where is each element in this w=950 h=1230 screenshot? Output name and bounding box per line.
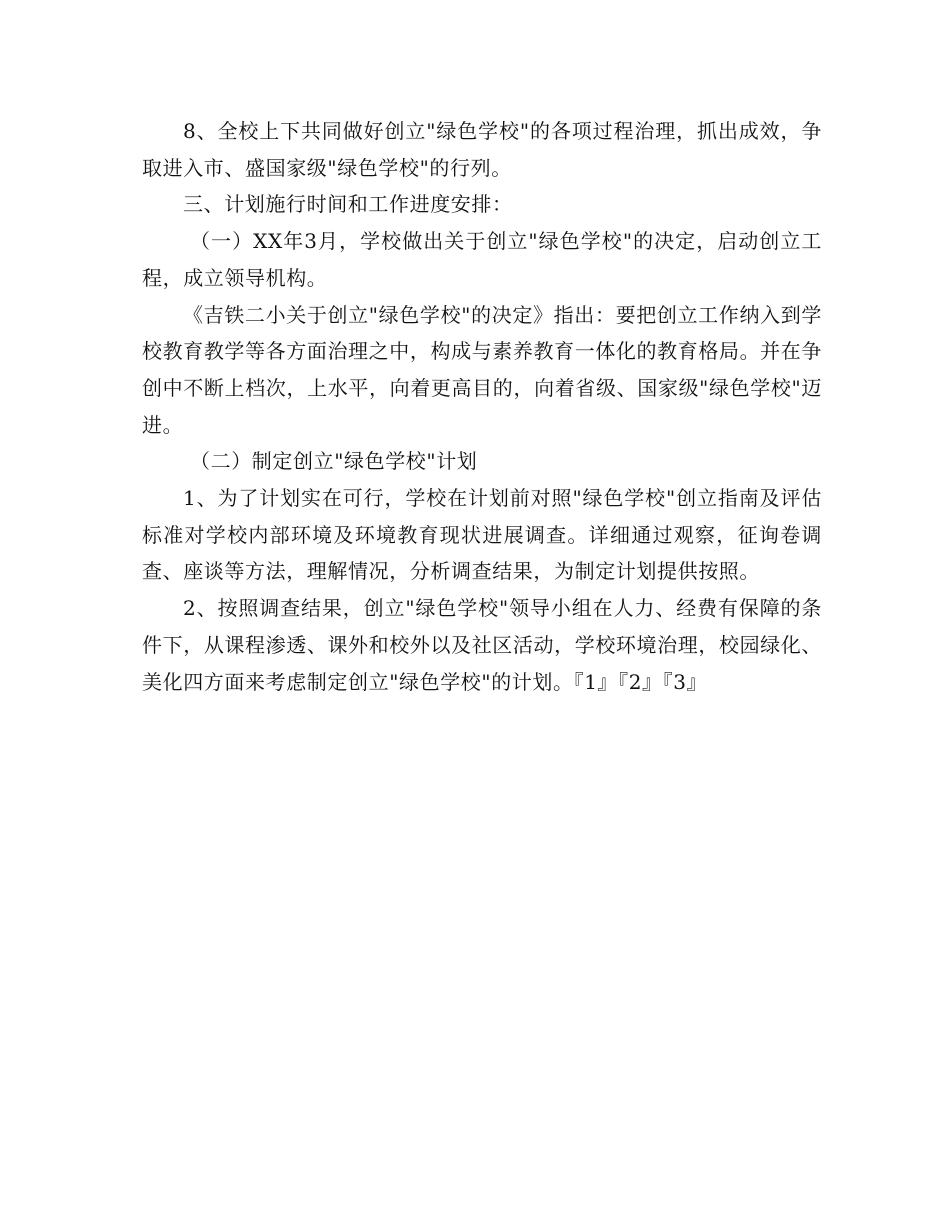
paragraph-decision: 《吉铁二小关于创立"绿色学校"的决定》指出：要把创立工作纳入到学校教育教学等各方面治理之中，构成与素养教育一体化的教育格局。并在争创中不断上档次，上水平，向着更高目的，向着省级、国家级"绿色学校"迈进。 bbox=[142, 302, 822, 437]
section-heading-schedule: 三、计划施行时间和工作进度安排： bbox=[183, 192, 513, 217]
paragraph-item-2: 2、按照调查结果，创立"绿色学校"领导小组在人力、经费有保障的条件下，从课程渗透、课外和校外以及社区活动，学校环境治理，校园绿化、美化四方面来考虑制定创立"绿色学校"的计划。『1』『2』『3』 bbox=[142, 596, 822, 694]
subsection-heading-1: （一）XX年3月，学校做出关于创立"绿色学校"的决定，启动创立工程，成立领导机构。 bbox=[142, 229, 822, 290]
document-body bbox=[142, 113, 822, 700]
paragraph-item-8: 8、全校上下共同做好创立"绿色学校"的各项过程治理，抓出成效，争取进入市、盛国家级"绿色学校"的行列。 bbox=[142, 119, 822, 180]
paragraph-item-1: 1、为了计划实在可行，学校在计划前对照"绿色学校"创立指南及评估标准对学校内部环境及环境教育现状进展调查。详细通过观察，征询卷调查、座谈等方法，理解情况，分析调查结果，为制定计划提供按照。 bbox=[142, 486, 822, 584]
subsection-heading-2: （二）制定创立"绿色学校"计划 bbox=[190, 449, 478, 474]
